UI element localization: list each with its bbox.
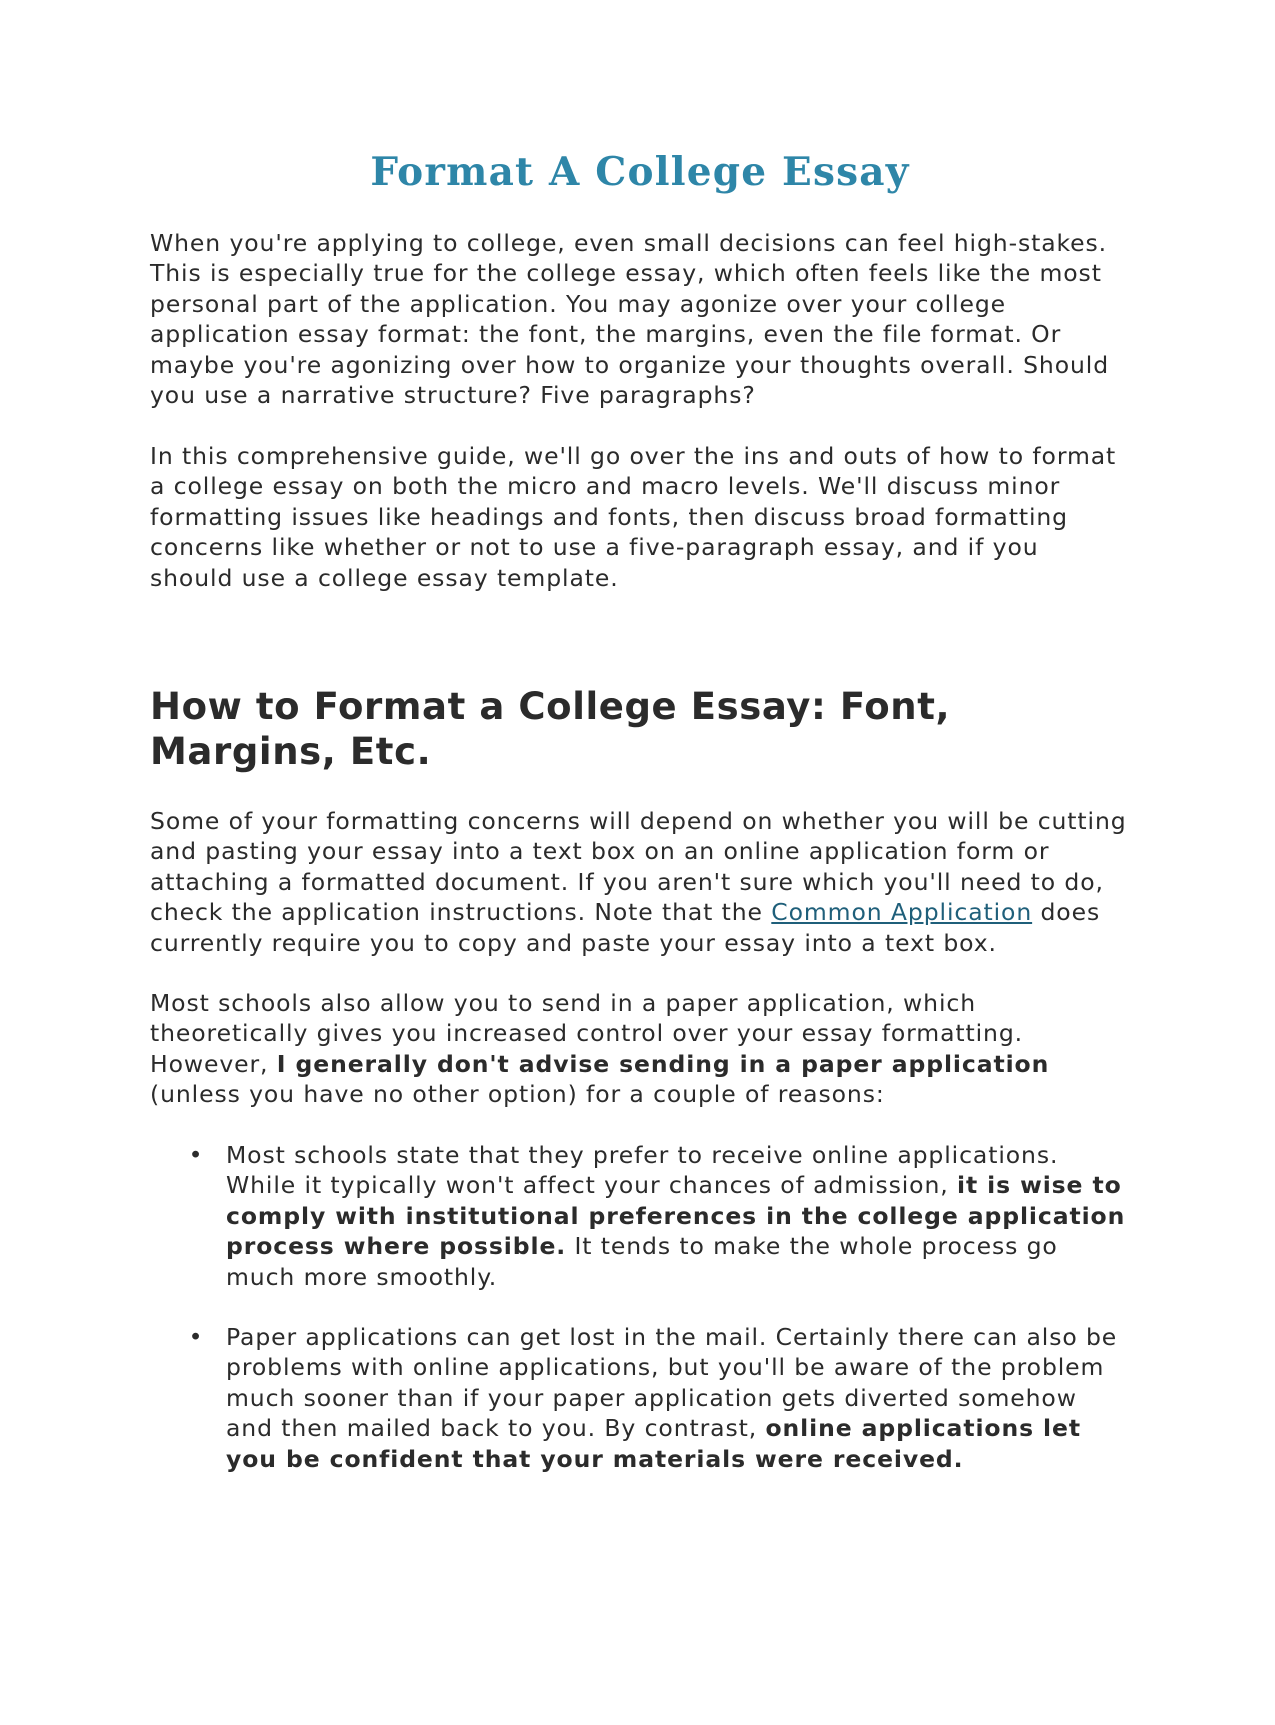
bullet-text: It tends to make the whole process go much more smoothly. — [226, 1232, 1058, 1291]
body-paragraph-1 — [150, 806, 1130, 958]
bullet-list — [150, 1140, 1130, 1292]
body-paragraph-2 — [150, 988, 1130, 1110]
bullet-item-online-preference — [150, 1140, 1130, 1292]
bullet-dot-icon: • — [188, 1323, 204, 1351]
bullet-bold-text: it is wise to comply with institutional preferences in the college application process where possible. — [226, 1171, 1126, 1261]
bullet-list — [150, 1322, 1130, 1474]
bullet-bold-text: online applications let you be confident that your materials were received. — [226, 1414, 1081, 1473]
paragraph-text: Some of your formatting concerns will depend on whether you will be cutting and pasting your essay into a text box on an online application form or attaching a formatted document. If you aren't sure which you'll need to do, check the application instructions. Note that the — [150, 807, 1127, 927]
paragraph-text: does currently require you to copy and paste your essay into a text box. — [150, 898, 1101, 957]
section-heading: How to Format a College Essay: Font, Margins, Etc. — [150, 685, 951, 773]
paragraph-text: Most schools also allow you to send in a paper application, which theoretically gives you increased control over your essay formatting. However, — [150, 989, 1024, 1078]
intro-paragraph-2: In this comprehensive guide, we'll go over the ins and outs of how to format a college essay on both the micro and macro levels. We'll discuss minor formatting issues like headings and fonts, then discuss broad formatting concerns like whether or not to use a five-paragraph essay, and if you should use a college essay template. — [150, 442, 1117, 592]
document-title: Format A College Essay — [370, 149, 910, 195]
bullet-dot-icon: • — [188, 1141, 204, 1169]
paragraph-text: (unless you have no other option) for a couple of reasons: — [150, 1080, 885, 1109]
common-application-link[interactable]: Common Application — [771, 898, 1033, 927]
bullet-text: Most schools state that they prefer to receive online applications. While it typically won't affect your chances of admission, — [226, 1141, 1059, 1200]
intro-paragraph-1: When you're applying to college, even small decisions can feel high-stakes. This is especially true for the college essay, which often feels like the most personal part of the application. You may agonize over your college application essay format: the font, the margins, even the file format. Or maybe you're agonizing over how to organize your thoughts overall. Should you use a narrative structure? Five paragraphs? — [150, 229, 1110, 410]
bullet-text: Paper applications can get lost in the mail. Certainly there can also be problems with online applications, but you'll be aware of the problem much sooner than if your paper application gets diverted somehow and then mailed back to you. By contrast, — [226, 1323, 1118, 1443]
bullet-item-lost-mail — [150, 1322, 1130, 1474]
bold-text: I generally don't advise sending in a paper application — [276, 1049, 1050, 1078]
